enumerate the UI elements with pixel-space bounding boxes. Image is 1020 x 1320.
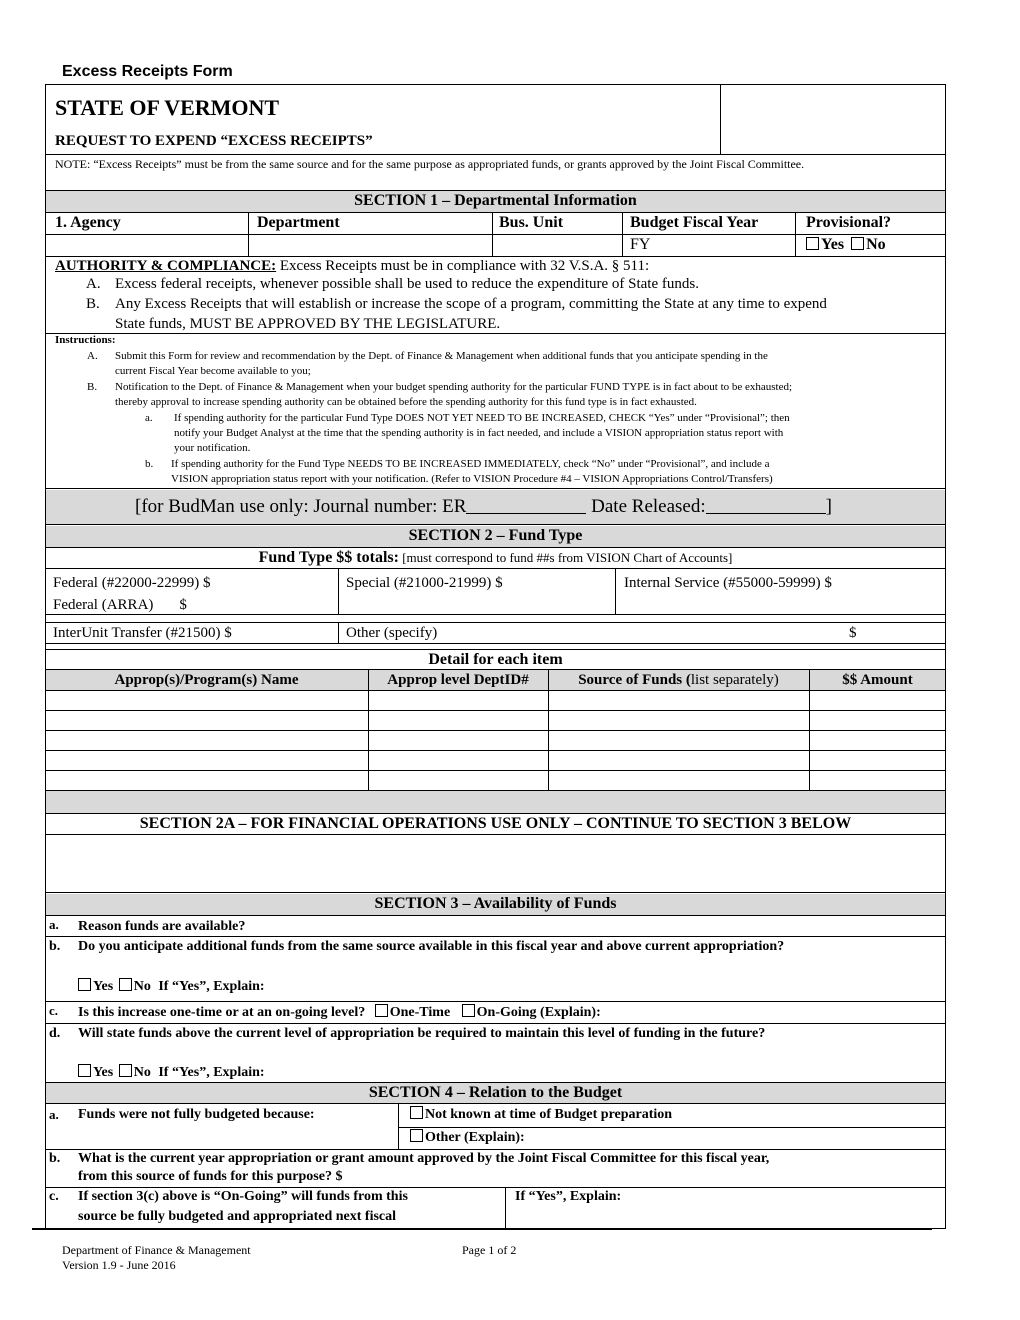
s4-b-marker: b. [49,1151,61,1166]
bottom-rule [32,1228,932,1230]
not-known-checkbox[interactable] [410,1106,423,1119]
header-stamp-box[interactable] [722,86,944,152]
department-field[interactable] [250,236,490,255]
s4-a-option-other: Other (Explain): [410,1129,525,1146]
s4-a-marker: a. [49,1107,59,1122]
col-provisional: Provisional? [806,214,892,231]
table-row[interactable] [46,711,367,730]
fund-totals-line: Fund Type $$ totals: [must correspond to fund ##s from VISION Chart of Accounts] [258,549,733,566]
date-released-field[interactable] [706,497,826,514]
federal-fund[interactable]: Federal (#22000-22999) $ [53,575,211,591]
authority-heading: AUTHORITY & COMPLIANCE: [55,258,277,274]
note-text: NOTE: “Excess Receipts” must be from the same source and for the same purpose as appropriated funds, or grants approved by the Joint Fiscal Committee. [55,157,805,171]
state-title: STATE OF VERMONT [55,95,280,120]
s3-a-marker: a. [49,917,59,932]
col-source: Source of Funds (list separately) [578,672,779,688]
provisional-yes-checkbox[interactable] [806,237,819,250]
col-deptid: Approp level DeptID# [387,672,529,688]
form-label: Excess Receipts Form [62,63,233,80]
instr-b-line1: Notification to the Dept. of Finance & Management when your budget spending authority for the particular FUND TYPE is in fact about to be exhausted; [115,381,793,393]
section3-title: SECTION 3 – Availability of Funds [374,895,617,912]
s4-b-question-1: What is the current year appropriation or grant amount approved by the Joint Fiscal Committee for this fiscal year, [78,1151,770,1166]
s3-b-options: Yes No If “Yes”, Explain: [78,978,265,995]
authority-b-text-1: Any Excess Receipts that will establish or increase the scope of a program, committing the State at any time to expend [115,296,827,312]
fy-field[interactable]: FY [630,236,651,253]
instr-sa-line1: If spending authority for the particular Fund Type DOES NOT YET NEED TO BE INCREASED, CHECK “Yes” under “Provisional”; then [174,412,790,424]
s4-c-explain[interactable]: If “Yes”, Explain: [515,1189,622,1204]
s3-d-options: Yes No If “Yes”, Explain: [78,1064,265,1081]
header-divider [720,84,721,154]
s3-d-yes-checkbox[interactable] [78,1064,91,1077]
section2-title: SECTION 2 – Fund Type [408,527,583,544]
instr-b-marker: B. [87,381,98,393]
instr-sa-marker: a. [145,412,153,424]
other-fund-dollar: $ [849,625,857,641]
bus-unit-field[interactable] [494,236,620,255]
footer-page: Page 1 of 2 [462,1243,517,1257]
provisional-no-checkbox[interactable] [851,237,864,250]
s4-a-option-not-known: Not known at time of Budget preparation [410,1106,672,1123]
col-bus-unit: Bus. Unit [499,214,564,231]
other-fund[interactable]: Other (specify) [346,625,438,641]
s3-b-no-checkbox[interactable] [119,978,132,991]
table-row[interactable] [46,731,367,750]
internal-service-fund[interactable]: Internal Service (#55000-59999) $ [624,575,832,591]
provisional-options: Yes No [806,236,886,254]
federal-arra-fund[interactable]: Federal (ARRA) $ [53,597,187,613]
table-row[interactable] [46,751,367,770]
s3-d-no-checkbox[interactable] [119,1064,132,1077]
instructions-heading: Instructions: [55,334,116,346]
col-amount: $$ Amount [842,672,913,688]
instr-sa-line3: your notification. [174,442,251,454]
interunit-fund[interactable]: InterUnit Transfer (#21500) $ [53,625,232,641]
special-fund[interactable]: Special (#21000-21999) $ [346,575,503,591]
authority-a-text: Excess federal receipts, whenever possible shall be used to reduce the expenditure of State funds. [115,276,699,292]
s3-b-yes-checkbox[interactable] [78,978,91,991]
instr-a-line1: Submit this Form for review and recommendation by the Dept. of Finance & Management when additional funds that you anticipate spending in the [115,350,768,362]
footer-dept: Department of Finance & Management [62,1243,251,1257]
instr-sb-marker: b. [145,458,154,470]
authority-b-text-2: State funds, MUST BE APPROVED BY THE LEGISLATURE. [115,316,501,332]
s3-c-question: Is this increase one-time or at an on-going level? One-Time On-Going (Explain): [78,1005,601,1020]
section4-title: SECTION 4 – Relation to the Budget [368,1084,623,1101]
s3-c-marker: c. [49,1003,59,1018]
section2a-title: SECTION 2A – FOR FINANCIAL OPERATIONS USE ONLY – CONTINUE TO SECTION 3 BELOW [139,815,852,832]
authority-a-marker: A. [86,276,101,292]
other-explain-checkbox[interactable] [410,1129,423,1142]
journal-number-field[interactable] [466,497,586,514]
authority-line: AUTHORITY & COMPLIANCE: Excess Receipts must be in compliance with 32 V.S.A. § 511: [55,258,650,274]
s4-c-question-1: If section 3(c) above is “On-Going” will funds from this [78,1189,408,1204]
instr-a-line2: current Fiscal Year become available to you; [115,365,311,377]
s3-a-question: Reason funds are available? [78,919,246,934]
s4-a-question: Funds were not fully budgeted because: [78,1107,315,1122]
instr-sa-line2: notify your Budget Analyst at the time that the spending authority is in fact needed, and include a VISION appropriation status report with [174,427,784,439]
col-approp: Approp(s)/Program(s) Name [114,672,299,688]
s4-c-question-2: source be fully budgeted and appropriated next fiscal [78,1209,397,1224]
financial-operations-area[interactable] [46,836,945,892]
request-title: REQUEST TO EXPEND “EXCESS RECEIPTS” [55,133,373,149]
table-row[interactable] [46,691,367,710]
on-going-checkbox[interactable] [462,1004,475,1017]
col-department: Department [257,214,340,231]
instr-a-marker: A. [87,350,98,362]
instr-sb-line1: If spending authority for the Fund Type NEEDS TO BE INCREASED IMMEDIATELY, check “No” under “Provisional”, and include a [171,458,770,470]
one-time-checkbox[interactable] [375,1004,388,1017]
table-row[interactable] [46,771,367,790]
agency-field[interactable] [47,236,246,255]
col-agency: 1. Agency [55,214,121,231]
detail-title: Detail for each item [428,651,563,668]
col-budget-fy: Budget Fiscal Year [630,214,759,231]
footer-version: Version 1.9 - June 2016 [62,1258,176,1272]
s3-d-marker: d. [49,1026,61,1041]
s4-b-question-2: from this source of funds for this purpose? $ [78,1169,343,1184]
s3-d-question: Will state funds above the current level of appropriation be required to maintain this level of funding in the future? [78,1026,766,1041]
authority-b-marker: B. [86,296,100,312]
budman-line: [for BudMan use only: Journal number: ER Date Released: ] [135,496,832,517]
s4-c-marker: c. [49,1189,59,1204]
s3-b-marker: b. [49,939,61,954]
instr-b-line2: thereby approval to increase spending authority can be obtained before the spending authority for this fund type is in fact exhausted. [115,396,697,408]
s3-b-question: Do you anticipate additional funds from the same source available in this fiscal year and above current appropriation? [78,939,785,954]
section1-title: SECTION 1 – Departmental Information [354,192,637,209]
instr-sb-line2: VISION appropriation status report with your notification. (Refer to VISION Procedure #4 – VISION Appropriations Control/Transfers) [171,473,773,485]
